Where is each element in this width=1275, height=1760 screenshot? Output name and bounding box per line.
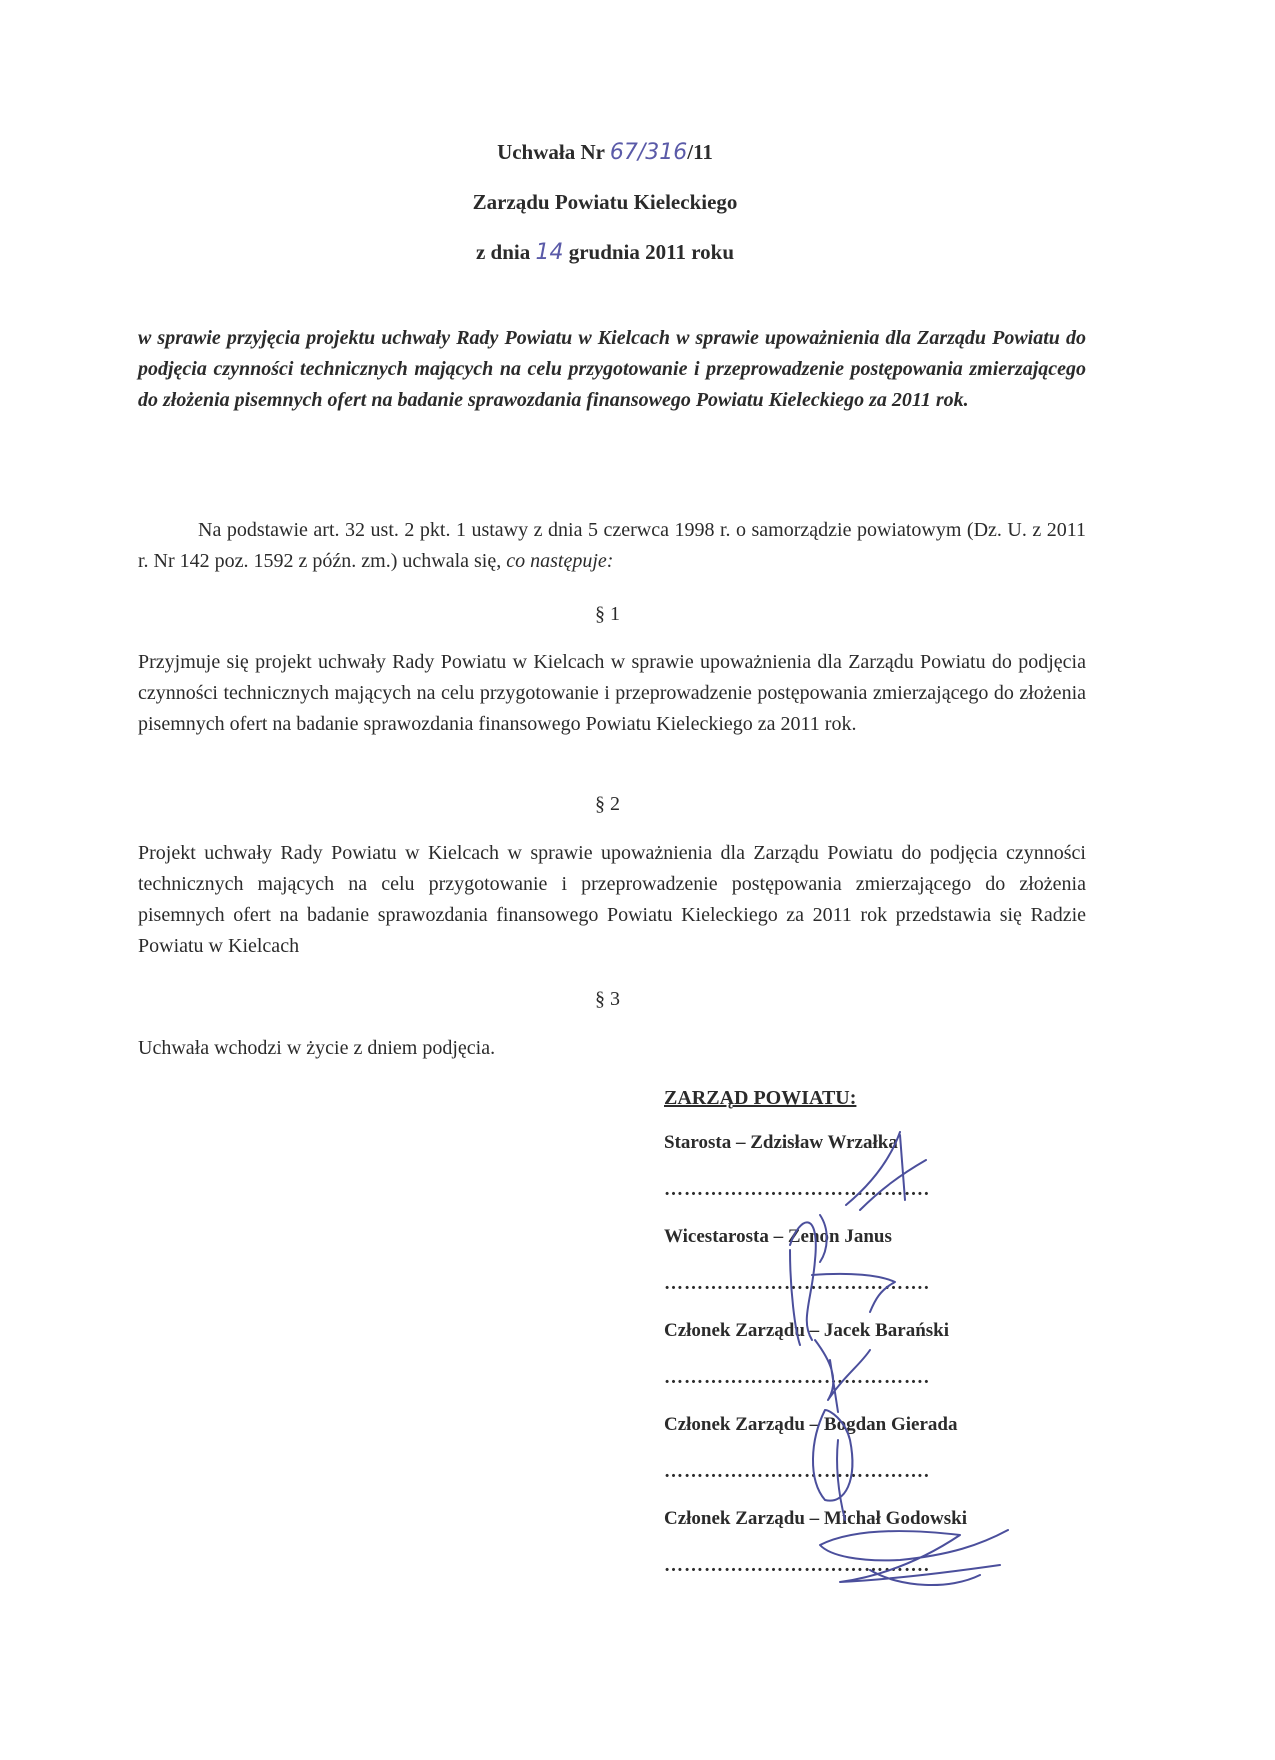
board-member-baranski: Członek Zarządu – Jacek Barański (664, 1320, 950, 1341)
signature-line: …………………………………. (664, 1555, 930, 1576)
signature-line: …………………………………. (664, 1273, 930, 1294)
issuing-body: Zarządu Powiatu Kieleckiego (472, 190, 738, 214)
section-sign-1: § 1 (595, 603, 620, 625)
date-suffix: grudnia 2011 roku (563, 240, 735, 264)
legal-basis-ending: co następuje: (506, 550, 614, 572)
section-text-2: Projekt uchwały Rady Powiatu w Kielcach w sprawie upoważnienia dla Zarządu Powiatu do podjęcia czynności technicznych mających na celu przygotowanie i przeprowadzenie postępowania zmierzającego do złożenia pisemnych ofert na badanie sprawozdania finansowego Powiatu Kieleckiego za 2011 rok przedstawia się Radzie Powiatu w Kielcach (138, 842, 1086, 957)
section-text-1: Przyjmuje się projekt uchwały Rady Powiatu w Kielcach w sprawie upoważnienia dla Zarządu Powiatu do podjęcia czynności technicznych mających na celu przygotowanie i przeprowadzenie postępowania zmierzającego do złożenia pisemnych ofert na badanie sprawozdania finansowego Powiatu Kieleckiego za 2011 rok. (138, 651, 1086, 735)
handwritten-number: 67/316 (609, 140, 688, 165)
resolution-subject: w sprawie przyjęcia projektu uchwały Rady Powiatu w Kielcach w sprawie upoważnienia dla Zarządu Powiatu do podjęcia czynności technicznych mających na celu przygotowanie i przeprowadzenie postępowania zmierzającego do złożenia pisemnych ofert na badanie sprawozdania finansowego Powiatu Kieleckiego za 2011 rok. (138, 327, 1086, 411)
board-title: ZARZĄD POWIATU: (664, 1087, 857, 1109)
signature-line: …………………………………. (664, 1367, 930, 1388)
date-prefix: z dnia (475, 240, 536, 264)
resolution-header (0, 140, 1210, 290)
board-member-gierada: Członek Zarządu – Bogdan Gierada (664, 1414, 958, 1435)
signature-line: …………………………………. (664, 1461, 930, 1482)
title-suffix: /11 (687, 140, 713, 164)
legal-basis-text: Na podstawie art. 32 ust. 2 pkt. 1 ustawy z dnia 5 czerwca 1998 r. o samorządzie powiatowym (Dz. U. z 2011 r. Nr 142 poz. 1592 z późn. zm.) uchwala się, (138, 519, 1086, 572)
board-member-godowski: Członek Zarządu – Michał Godowski (664, 1508, 967, 1529)
resolution-title (0, 140, 1210, 165)
signature-line: …………………………………. (664, 1179, 930, 1200)
section-text-3: Uchwała wchodzi w życie z dniem podjęcia. (138, 1037, 496, 1059)
board-signature-block (664, 1087, 1024, 1602)
legal-basis (138, 515, 1086, 577)
section-sign-3: § 3 (595, 988, 620, 1010)
resolution-date (0, 240, 1210, 265)
title-prefix: Uchwała Nr (497, 140, 610, 164)
handwritten-day: 14 (535, 240, 564, 265)
board-member-starosta: Starosta – Zdzisław Wrzałka (664, 1132, 898, 1153)
section-sign-2: § 2 (595, 793, 620, 815)
board-member-wicestarosta: Wicestarosta – Zenon Janus (664, 1226, 892, 1247)
